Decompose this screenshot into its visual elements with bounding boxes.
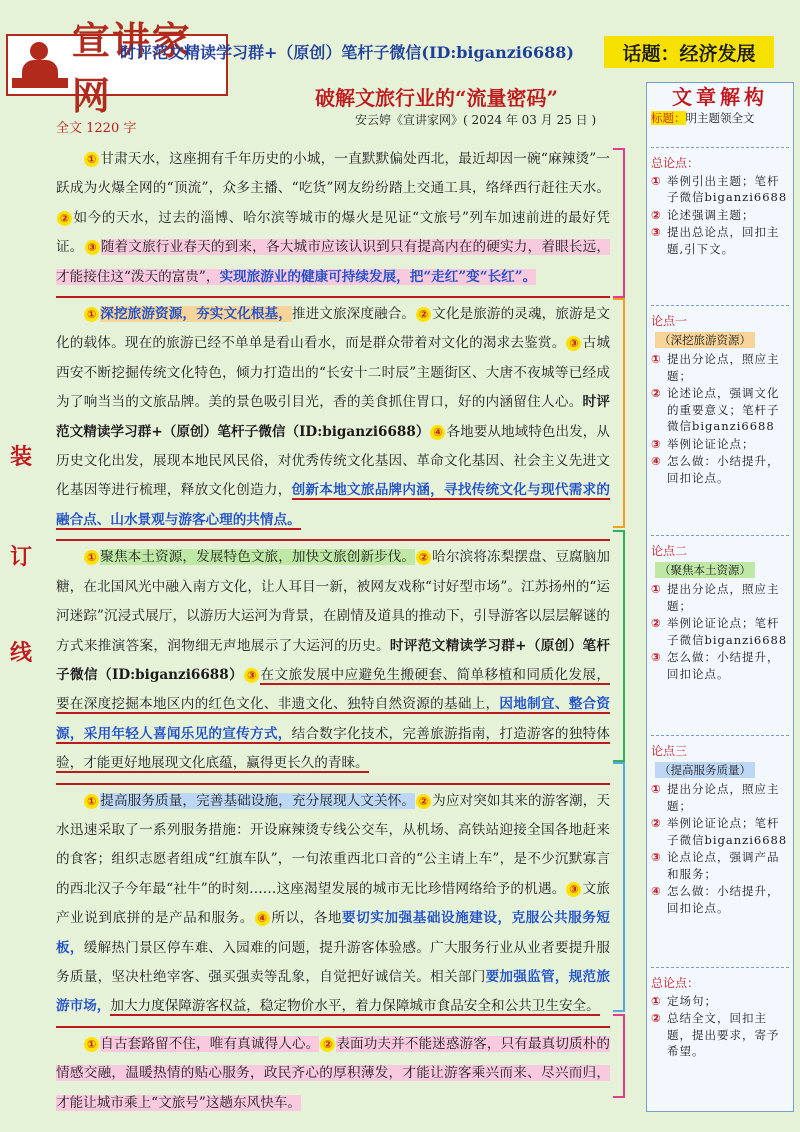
- divider: [651, 535, 789, 536]
- item-number: ④: [651, 454, 661, 468]
- item-text: 举例引出主题；笔杆子微信biganzi6688: [667, 173, 788, 204]
- divider: [651, 147, 789, 148]
- item-number: ②: [651, 1011, 661, 1025]
- sentence-number: ③: [244, 668, 259, 683]
- item-number: ②: [651, 616, 661, 630]
- item-text: 举例论证论点；笔杆子微信biganzi6688: [667, 816, 788, 847]
- section-item: [651, 351, 789, 384]
- item-number: ②: [651, 816, 661, 830]
- item-text: 论述强调主题；: [667, 207, 755, 222]
- section-item: [651, 1010, 789, 1060]
- item-number: ④: [651, 884, 661, 898]
- bracket-point-three: [613, 762, 625, 1012]
- item-text: 怎么做：小结提升，回扣论点。: [667, 454, 780, 485]
- inline-banner: 时评范文精读学习群+（原创）笔杆子微信（ID:biganzi6688）: [56, 637, 611, 683]
- sentence-number: ④: [430, 425, 445, 440]
- item-text: 总结全文，回扣主题，提出要求，寄予希望。: [667, 1011, 780, 1058]
- item-text: 怎么做：小结提升，回扣论点。: [667, 884, 780, 915]
- sentence: 结合数字化技术，完善旅游指南，打造游客的独特体验，才能更好地展现文化底蕴，赢得更长久的青睐。: [56, 725, 610, 772]
- paragraph-4: [56, 783, 610, 1022]
- item-number: ①: [651, 993, 661, 1008]
- sentence: 文化是旅游的灵魂，旅游是文化的载体。现在的旅游已经不单单是看山看水，而是群众带着对文化的渴求去鉴赏。: [56, 306, 611, 352]
- section-subtitle: （提高服务质量）: [655, 762, 755, 779]
- binding-char-1: 装: [9, 444, 32, 470]
- item-number: ①: [651, 173, 661, 188]
- sidebar-section-point-one: [651, 313, 789, 486]
- top-banner: 时评范文精读学习群+（原创）笔杆子微信(ID:biganzi6688): [120, 43, 574, 62]
- section-item: [651, 453, 789, 486]
- sentence-number: ①: [84, 1037, 99, 1052]
- section-item: [651, 436, 789, 453]
- sentence-number: ③: [85, 240, 100, 255]
- section-subtitle: （深挖旅游资源）: [655, 332, 755, 349]
- item-text: 论述论点，强调文化的重要意义；笔杆子微信biganzi6688: [667, 386, 780, 433]
- section-head: 论点一: [651, 314, 688, 328]
- sidebar-section-conclusion: [651, 975, 789, 1060]
- sentence: 加大力度保障游客权益，稳定物价水平，着力保障城市食品安全和公共卫生安全。: [110, 998, 600, 1015]
- sidebar-section-intro: [651, 155, 789, 257]
- section-item: [651, 581, 789, 614]
- item-number: ①: [651, 782, 661, 796]
- key-sentence: 因地制宜、整合资源，采用年轻人喜闻乐见的宣传方式，: [56, 696, 611, 742]
- sentence-number: ②: [416, 794, 431, 809]
- item-number: ①: [651, 352, 661, 366]
- divider: [651, 967, 789, 968]
- thesis-sentence: 随着文旅行业春天的到来，各大城市应该认识到只有提高内在的硬实力，着眼长远，才能接住这“泼天的富贵”，: [56, 239, 611, 285]
- item-number: ①: [651, 582, 661, 596]
- byline: 安云婷《宣讲家网》( 2024 年 03 月 25 日 ): [355, 113, 597, 127]
- sentence-number: ③: [566, 882, 581, 897]
- section-item: [651, 883, 789, 916]
- item-number: ③: [651, 225, 661, 239]
- item-number: ③: [651, 436, 661, 451]
- section-item: [651, 649, 789, 682]
- section-head: 论点二: [651, 544, 688, 558]
- item-text: 提出分论点，照应主题；: [667, 782, 780, 813]
- sentence: 为应对突如其来的游客潮，天水迅速采取了一系列服务措施：开设麻辣烫专线公交车，从机场、高铁站迎接全国各地赶来的食客；组织志愿者组成“红旗车队”，一句浓重西北口音的“公主请上车”，是不少沉默寡言的西北汉子今年最“社牛”的时刻……这座渴望发展的城市无比珍惜网络给予的机遇。: [56, 792, 611, 897]
- sentence-number: ③: [566, 336, 581, 351]
- sentence: 文旅产业说到底拼的是产品和服务。: [56, 880, 610, 927]
- section-item: [651, 224, 789, 257]
- item-number: ②: [651, 207, 661, 222]
- sentence-number: ②: [416, 307, 431, 322]
- sentence-number: ①: [84, 794, 99, 809]
- section-item: [651, 385, 789, 435]
- item-text: 提出分论点，照应主题；: [667, 582, 780, 613]
- item-text: 定场句；: [667, 993, 717, 1008]
- title-note: 明主题领全文: [685, 110, 755, 125]
- sentence-number: ①: [84, 152, 99, 167]
- sidebar-section-point-two: [651, 543, 789, 682]
- sentence-number: ②: [57, 211, 72, 226]
- sentence-number: ②: [320, 1037, 335, 1052]
- sentence: 如今的天水，过去的淄博、哈尔滨等城市的爆火是见证“文旅号”列车加速前进的最好凭证。: [56, 209, 610, 256]
- paragraph-2: [56, 296, 610, 535]
- sentence: 各地要从地域特色出发，从历史文化出发，展现本地民风民俗，对优秀传统文化基因、革命文化基因、社会主义先进文化基因等进行梳理，释放文化创造力，: [56, 423, 611, 499]
- bracket-intro: [613, 148, 625, 298]
- divider: [651, 735, 789, 736]
- paragraph-3: [56, 539, 610, 778]
- sidebar-title: 文章解构: [672, 85, 768, 109]
- sentence-number: ①: [84, 307, 99, 322]
- section-item: [651, 173, 789, 206]
- page-title: 破解文旅行业的“流量密码”: [315, 86, 559, 110]
- point-three-heading: 提高服务质量，完善基础设施，充分展现人文关怀。: [100, 792, 416, 809]
- section-head: 论点三: [651, 744, 688, 758]
- paragraph-5: [56, 1026, 610, 1118]
- topic-badge: 话题：经济发展: [604, 36, 774, 68]
- bracket-point-two: [613, 530, 625, 762]
- sentence-number: ①: [84, 550, 99, 565]
- article-body: [56, 145, 610, 1118]
- item-text: 举例论证论点；: [667, 436, 755, 451]
- section-item: [651, 781, 789, 814]
- inline-banner: 时评范文精读学习群+（原创）笔杆子微信（ID:biganzi6688）: [56, 394, 610, 440]
- point-two-heading: 聚焦本土资源，发展特色文旅，加快文旅创新步伐。: [100, 549, 416, 566]
- section-head: 总论点：: [651, 156, 700, 170]
- thesis-highlight: 实现旅游业的健康可持续发展，把“走红”变“长红”。: [219, 268, 537, 285]
- logo-text: 宣讲家网: [71, 18, 192, 118]
- sentence: 自古套路留不住，唯有真诚得人心。: [100, 1035, 320, 1052]
- sentence: 甘肃天水，这座拥有千年历史的小城，一直默默偏处西北，最近却因一碗“麻辣烫”一跃成为火爆全网的“顶流”，众多主播、“吃货”网友纷纷踏上交通工具，络绎西行赶往天水。: [56, 151, 610, 197]
- structure-sidebar: [646, 82, 794, 1112]
- item-text: 怎么做：小结提升，回扣论点。: [667, 650, 780, 681]
- key-sentence: 创新本地文旅品牌内涵，寻找传统文化与现代需求的融合点、山水景观与游客心理的共情点。: [56, 482, 610, 528]
- section-item: [651, 615, 789, 648]
- title-tag: 标题：: [651, 110, 686, 125]
- paragraph-1: [56, 145, 610, 292]
- divider: [651, 305, 789, 306]
- sentence: 缓解热门景区停车难、入园难的问题，提升游客体验感。广大服务行业从业者要提升服务质量，坚决杜绝宰客、强买强卖等乱象，自觉把好诚信关。相关部门: [56, 939, 611, 985]
- sentence: 所以，各地: [270, 910, 343, 927]
- section-item: [651, 815, 789, 848]
- item-text: 提出分论点，照应主题；: [667, 352, 780, 383]
- word-count: 全文 1220 字: [56, 121, 137, 136]
- key-sentence: 要加强监管，规范旅游市场，: [56, 968, 611, 1015]
- bracket-point-one: [613, 298, 625, 528]
- binding-char-2: 订: [9, 544, 32, 570]
- item-number: ③: [651, 650, 661, 664]
- sentence: 表面功夫并不能迷惑游客，只有最真切质朴的情感交融，温暖热情的贴心服务，政民齐心的厚积薄发，才能让游客乘兴而来、尽兴而归，才能让城市乘上“文旅号”这趟东风快车。: [56, 1035, 610, 1111]
- section-head: 总论点：: [651, 976, 700, 990]
- item-number: ③: [651, 850, 661, 864]
- item-text: 举例论证论点；笔杆子微信biganzi6688: [667, 616, 788, 647]
- binding-char-3: 线: [9, 640, 32, 666]
- section-item: [651, 993, 789, 1010]
- section-subtitle: （聚焦本土资源）: [655, 562, 755, 579]
- sentence: 古城西安不断挖掘传统文化特色，倾力打造出的“长安十二时辰”主题街区、大唐不夜城等已经成为了响当当的文旅品牌。美的景色吸引目光，香的美食抓住胃口，好的内涵留住人心。: [56, 335, 611, 411]
- key-sentence: 要切实加强基础设施建设，克服公共服务短板，: [56, 910, 611, 956]
- sentence: 在文旅发展中应避免生搬硬套、简单移植和同质化发展，要在深度挖掘本地区内的红色文化、非遗文化、独特自然资源的基础上，: [56, 666, 610, 713]
- item-number: ②: [651, 386, 661, 400]
- sentence-number: ②: [416, 550, 431, 565]
- bracket-conclusion: [613, 1014, 625, 1098]
- point-one-heading: 深挖旅游资源，夯实文化根基，: [100, 306, 292, 323]
- speaker-icon: [12, 38, 66, 92]
- sentence: 哈尔滨将冻梨摆盘、豆腐脑加糖，在北国风光中融入南方文化，让人耳目一新，被网友戏称“讨好型市场”。江苏扬州的“运河迷踪”沉浸式展厅，以游历大运河为背景，在剧情及道具的推动下，引导游客以层层解谜的方式来推演答案，润物细无声地展示了大运河的历史。: [56, 549, 611, 654]
- item-text: 论点论点，强调产品和服务；: [667, 850, 780, 881]
- sentence: 推进文旅深度融合。: [291, 306, 416, 323]
- sentence-number: ④: [255, 911, 270, 926]
- item-text: 提出总论点，回扣主题,引下文。: [667, 225, 780, 256]
- section-item: [651, 849, 789, 882]
- sidebar-title-note: [651, 110, 789, 127]
- sidebar-section-point-three: [651, 743, 789, 916]
- section-item: [651, 207, 789, 224]
